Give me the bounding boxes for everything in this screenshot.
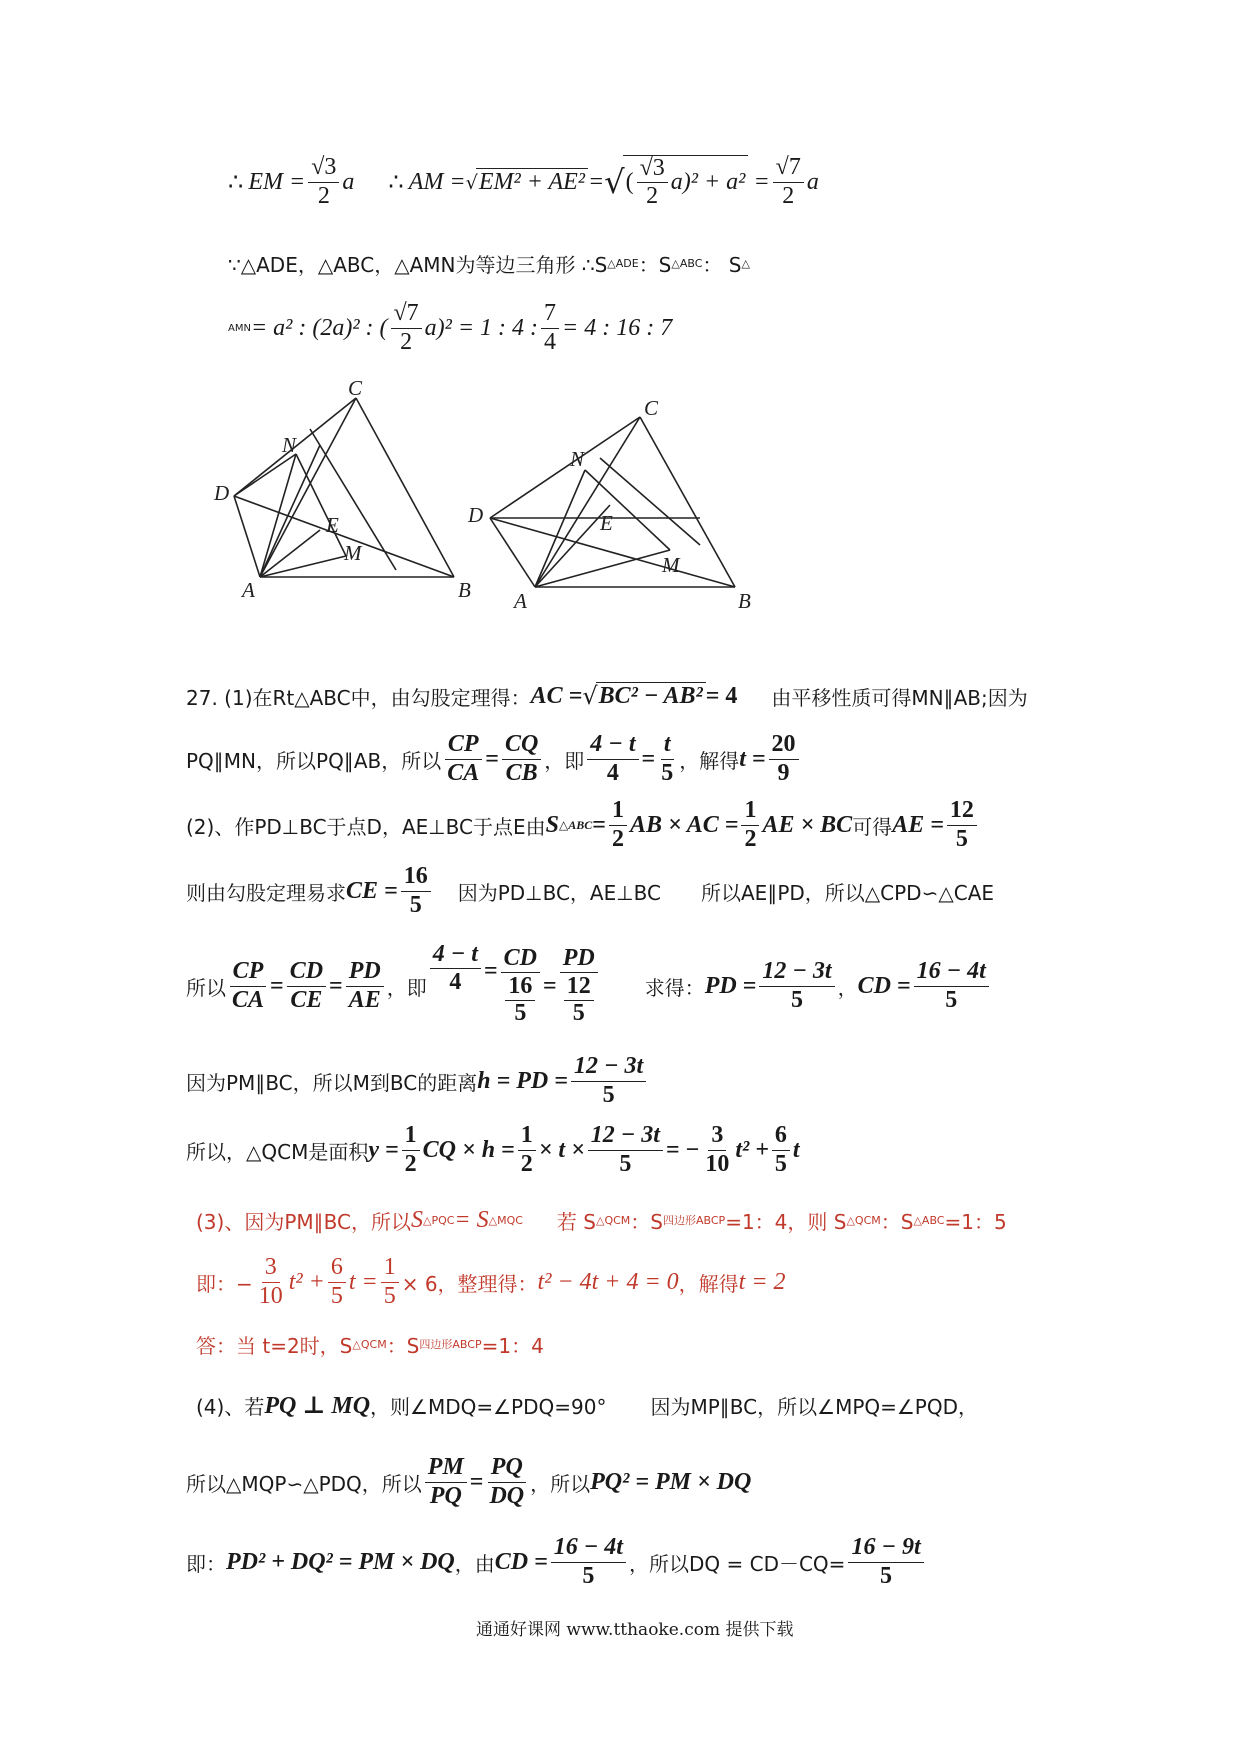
left-label-m: M [344, 541, 362, 565]
footer: 通通好课网 www.tthaoke.com 提供下载 [476, 1619, 794, 1640]
q27-part2-line3: 所以 $\frac{CP}{CA}$ = $\frac{CD}{CE}$ = $\frac{PD}{AE}$ ，即 $\frac{4 - t}{4}$ = CD 16 5 = PD 12 5 求得： PD = $\frac{12 - 3t}{5}$ ， CD = $\frac{16 - 4t}{5}$ [186, 936, 992, 1036]
right-label-b: B [738, 589, 751, 613]
therefore-symbol: ∴ [228, 169, 244, 196]
area-ratio-line: AMN = a² : (2a)² : ( $\frac{√7}{2}$ a)² = 1 : 4 : $\frac{7}{4}$ = 4 : 16 : 7 [228, 300, 673, 355]
q27-part2-line1: (2)、作PD⊥BC于点D，AE⊥BC于点E由 S △ABC = $\frac{1}{2}$ AB × AC = $\frac{1}{2}$ AE × BC 可得 AE = $\frac{12}{5}$ [186, 794, 980, 856]
right-label-a: A [514, 589, 527, 613]
q27-part2-line4: 因为PM∥BC，所以M到BC的距离 h = PD = $\frac{12 - 3t}{5}$ [186, 1050, 649, 1112]
right-label-d: D [468, 503, 484, 527]
left-label-d: D [214, 481, 230, 505]
q27-part4-line1: (4)、若 PQ ⊥ MQ ，则∠MDQ=∠PDQ=90° 因为MP∥BC，所以∠MPQ=∠PQD， [196, 1393, 979, 1419]
q27-part3-answer: 答：当 t=2时，S △QCM ：S 四边形ABCP =1：4 [196, 1333, 544, 1358]
em-am-line: ∴ EM = $\frac{√3}{2}$ a ∴ AM = √ EM² + AE² = √ ( $\frac{√3}{2}$ a)² + a² = $\frac{√7}{2}$ a [228, 154, 819, 209]
q27-part1-line2: PQ∥MN，所以PQ∥AB，所以 $\frac{CP}{CA}$ = $\frac{CQ}{CB}$ ，即 $\frac{4 - t}{4}$ = $\frac{t}{5}$ ，解得 t = $\frac{20}{9}$ [186, 728, 802, 790]
right-figure [490, 417, 735, 587]
q27-part2-line2: 则由勾股定理易求 CE = $\frac{16}{5}$ 因为PD⊥BC，AE⊥BC 所以AE∥PD，所以△CPD∽△CAE [186, 863, 995, 918]
right-label-m: M [662, 553, 680, 577]
left-label-n: N [282, 433, 297, 457]
q27-part2-line5: 所以，△QCM是面积 y = $\frac{1}{2}$ CQ × h = $\frac{1}{2}$ × t × $\frac{12 - 3t}{5}$ = − $\frac{3}{10}$ t² + $\frac{6}{5}$ t [186, 1122, 800, 1177]
q27-part4-line3: 即： PD² + DQ² = PM × DQ ，由 CD = $\frac{16 - 4t}{5}$ ，所以DQ = CD－CQ= $\frac{16 - 9t}{5}$ [186, 1530, 927, 1594]
q27-part3-line2: 即：− $\frac{3}{10}$ t² + $\frac{6}{5}$ t = $\frac{1}{5}$ × 6，整理得： t² − 4t + 4 = 0 ，解得 t = 2 [196, 1254, 786, 1309]
q27-part4-line2: 所以△MQP∽△PDQ，所以 $\frac{PM}{PQ}$ = $\frac{PQ}{DQ}$ ，所以 PQ² = PM × DQ [186, 1454, 752, 1509]
left-label-a: A [242, 578, 255, 602]
equilateral-ratio-line: ∵△ADE，△ABC，△AMN为等边三角形 ∴S △ADE ：S △ABC ： S △ [228, 252, 750, 277]
right-label-c: C [644, 396, 659, 420]
em-label: EM = [248, 168, 306, 195]
q27-part1-line1: 27. (1)在Rt△ABC中，由勾股定理得： AC = √ BC² − AB² = 4 由平移性质可得MN∥AB;因为 [186, 682, 1028, 710]
right-label-e: E [600, 511, 613, 535]
geometry-figures [214, 376, 790, 620]
left-label-c: C [348, 376, 363, 400]
right-label-n: N [570, 447, 585, 471]
left-label-e: E [326, 513, 339, 537]
left-label-b: B [458, 578, 471, 602]
am-label: AM = [408, 168, 466, 195]
q27-part3-line1: (3)、因为PM∥BC，所以 S △PQC = S △MQC 若 S △QCM ：S 四边形ABCP =1：4，则 S △QCM ：S △ABC =1：5 [196, 1206, 1007, 1234]
